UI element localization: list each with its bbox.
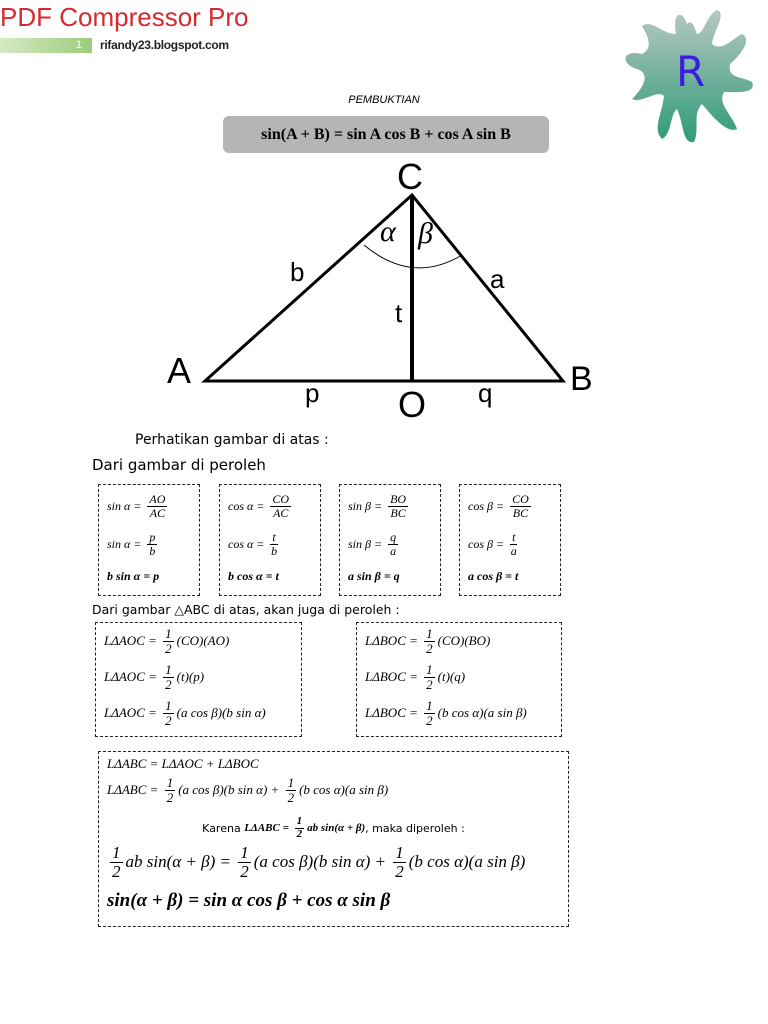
denominator: 2 [287,789,295,805]
fraction [510,493,531,519]
formula-text: cos α = [228,536,268,551]
numerator: 1 [165,698,172,713]
formula-line [468,493,534,519]
formula-text: Karena [202,821,245,835]
formula-box [98,484,200,596]
formula-box [98,751,569,927]
fraction [510,531,517,557]
numerator: q [390,530,397,544]
formula-text: b cos α = t [228,569,279,583]
formula-text: cos α = [228,498,268,513]
denominator: BC [390,505,406,520]
fraction [424,627,435,655]
denominator: 2 [395,861,404,881]
formula-line [228,569,279,584]
formula-text: sin α = [107,498,145,513]
formula-text: (a cos β)(b sin α) + [253,852,391,872]
formula-line [365,699,527,727]
formula-text: (t)(q) [437,669,466,685]
formula-text: LΔAOC = [104,633,161,649]
formula-line [107,569,159,584]
page-number-bar: 1 [0,38,92,53]
formula-text: , maka diperoleh : [365,821,465,835]
denominator: 2 [112,861,121,881]
formula-text: sin β = [348,536,386,551]
formula-text: LΔAOC = [104,669,161,685]
formula-text: (CO)(AO) [176,633,230,649]
fraction [295,816,305,840]
formula-line [228,531,281,557]
formula-text: LΔABC = [244,822,292,835]
formula-text: ab sin(α + β) [307,822,366,835]
formula-text: LΔBOC = [365,633,422,649]
denominator: a [510,543,517,558]
formula-text: (b cos α)(a sin β) [437,705,527,721]
formula-text: cos β = [468,498,508,513]
formula-line [468,531,520,557]
fraction [163,627,174,655]
formula-line [365,663,465,691]
formula-line [365,627,490,655]
numerator: t [272,530,276,544]
app-title: PDF Compressor Pro [0,2,249,32]
numerator: 1 [112,843,121,862]
numerator: 1 [296,815,303,827]
beta-label: β [418,217,433,250]
formula-box [356,622,562,737]
denominator: AC [273,505,289,520]
formula-text: (t)(p) [176,669,205,685]
theorem-box: sin(A + B) = sin A cos B + cos A sin B [223,116,549,153]
fraction [393,844,406,881]
fraction [147,493,167,519]
denominator: 2 [426,712,433,728]
formula-line [107,493,170,519]
denominator: 2 [165,712,172,728]
numerator: p [149,530,156,544]
formula-text: LΔBOC = [365,705,422,721]
formula-text: LΔABC = LΔAOC + LΔBOC [107,756,259,771]
formula-line [228,493,294,519]
formula-text: (a cos β)(b sin α) + [178,782,283,798]
formula-line [348,531,401,557]
formula-line [107,776,388,804]
fraction [388,531,398,557]
segment-q-label: q [478,378,493,408]
denominator: 2 [166,789,174,805]
alpha-label: α [380,215,396,248]
denominator: 2 [426,640,433,656]
formula-line [107,890,390,912]
formula-line [348,493,411,519]
numerator: CO [272,492,290,506]
segment-p-label: p [305,378,320,408]
denominator: 2 [426,676,433,692]
denominator: 2 [165,640,172,656]
height-t-label: t [395,298,403,328]
fraction [424,663,435,691]
numerator: 1 [287,775,295,790]
formula-text: ab sin(α + β) = [125,852,236,872]
numerator: 1 [426,662,433,677]
denominator: AC [149,505,166,520]
fraction [424,699,435,727]
formula-text: (b cos α)(a sin β) [299,782,389,798]
formula-line [104,627,229,655]
formula-box [95,622,302,737]
formula-text: LΔAOC = [104,705,161,721]
side-a-label: a [490,264,505,294]
heading: PEMBUKTIAN [348,94,420,106]
numerator: 1 [426,698,433,713]
point-o-label: O [398,384,427,425]
formula-box [339,484,441,596]
side-b-label: b [290,257,305,287]
fraction [163,699,174,727]
formula-text: a sin β = q [348,569,400,583]
fraction [110,844,123,881]
numerator: BO [390,492,407,506]
intro-text-1: Perhatikan gambar di atas : [135,432,329,448]
site-url[interactable]: rifandy23.blogspot.com [100,38,229,52]
formula-box [459,484,561,596]
numerator: 1 [395,843,404,862]
formula-line [99,816,568,840]
fraction [165,776,176,804]
formula-text: b sin α = p [107,569,160,583]
logo-letter: R [676,47,706,96]
formula-text: (CO)(BO) [437,633,491,649]
numerator: 1 [166,775,174,790]
fraction [388,493,408,519]
numerator: t [512,530,516,544]
fraction [163,663,174,691]
fraction [238,844,251,881]
denominator: b [149,543,156,558]
fraction [270,531,277,557]
formula-text: (a cos β)(b sin α) [176,705,266,721]
formula-line [107,844,525,881]
denominator: b [271,543,278,558]
formula-box [219,484,321,596]
formula-text: cos β = [468,536,508,551]
numerator: 1 [426,626,433,641]
formula-line [107,756,259,772]
vertex-a-label: A [167,350,192,391]
formula-text: (b cos α)(a sin β) [408,852,526,872]
intro-text-2: Dari gambar di peroleh [92,456,266,474]
denominator: a [390,543,397,558]
fraction [286,776,297,804]
intro-text-3: Dari gambar △ABC di atas, akan juga di peroleh : [92,602,400,617]
formula-line [107,531,160,557]
formula-text: LΔABC = [107,782,162,798]
formula-text: LΔBOC = [365,669,422,685]
formula-text: sin β = [348,498,386,513]
numerator: CO [512,492,529,506]
vertex-b-label: B [570,360,593,398]
formula-text: a cos β = t [468,569,519,583]
formula-line [104,699,266,727]
numerator: 1 [240,843,249,862]
formula-line [468,569,518,584]
denominator: 2 [240,861,249,881]
denominator: BC [512,505,529,520]
denominator: 2 [165,676,172,692]
formula-text: sin α = [107,536,145,551]
formula-line [348,569,400,584]
denominator: 2 [296,827,303,840]
vertex-c-label: C [397,156,423,197]
fraction [147,531,157,557]
numerator: 1 [165,662,172,677]
numerator: AO [149,492,166,506]
numerator: 1 [165,626,172,641]
formula-text: sin(α + β) = sin α cos β + cos α sin β [107,890,391,911]
fraction [270,493,291,519]
formula-line [104,663,204,691]
